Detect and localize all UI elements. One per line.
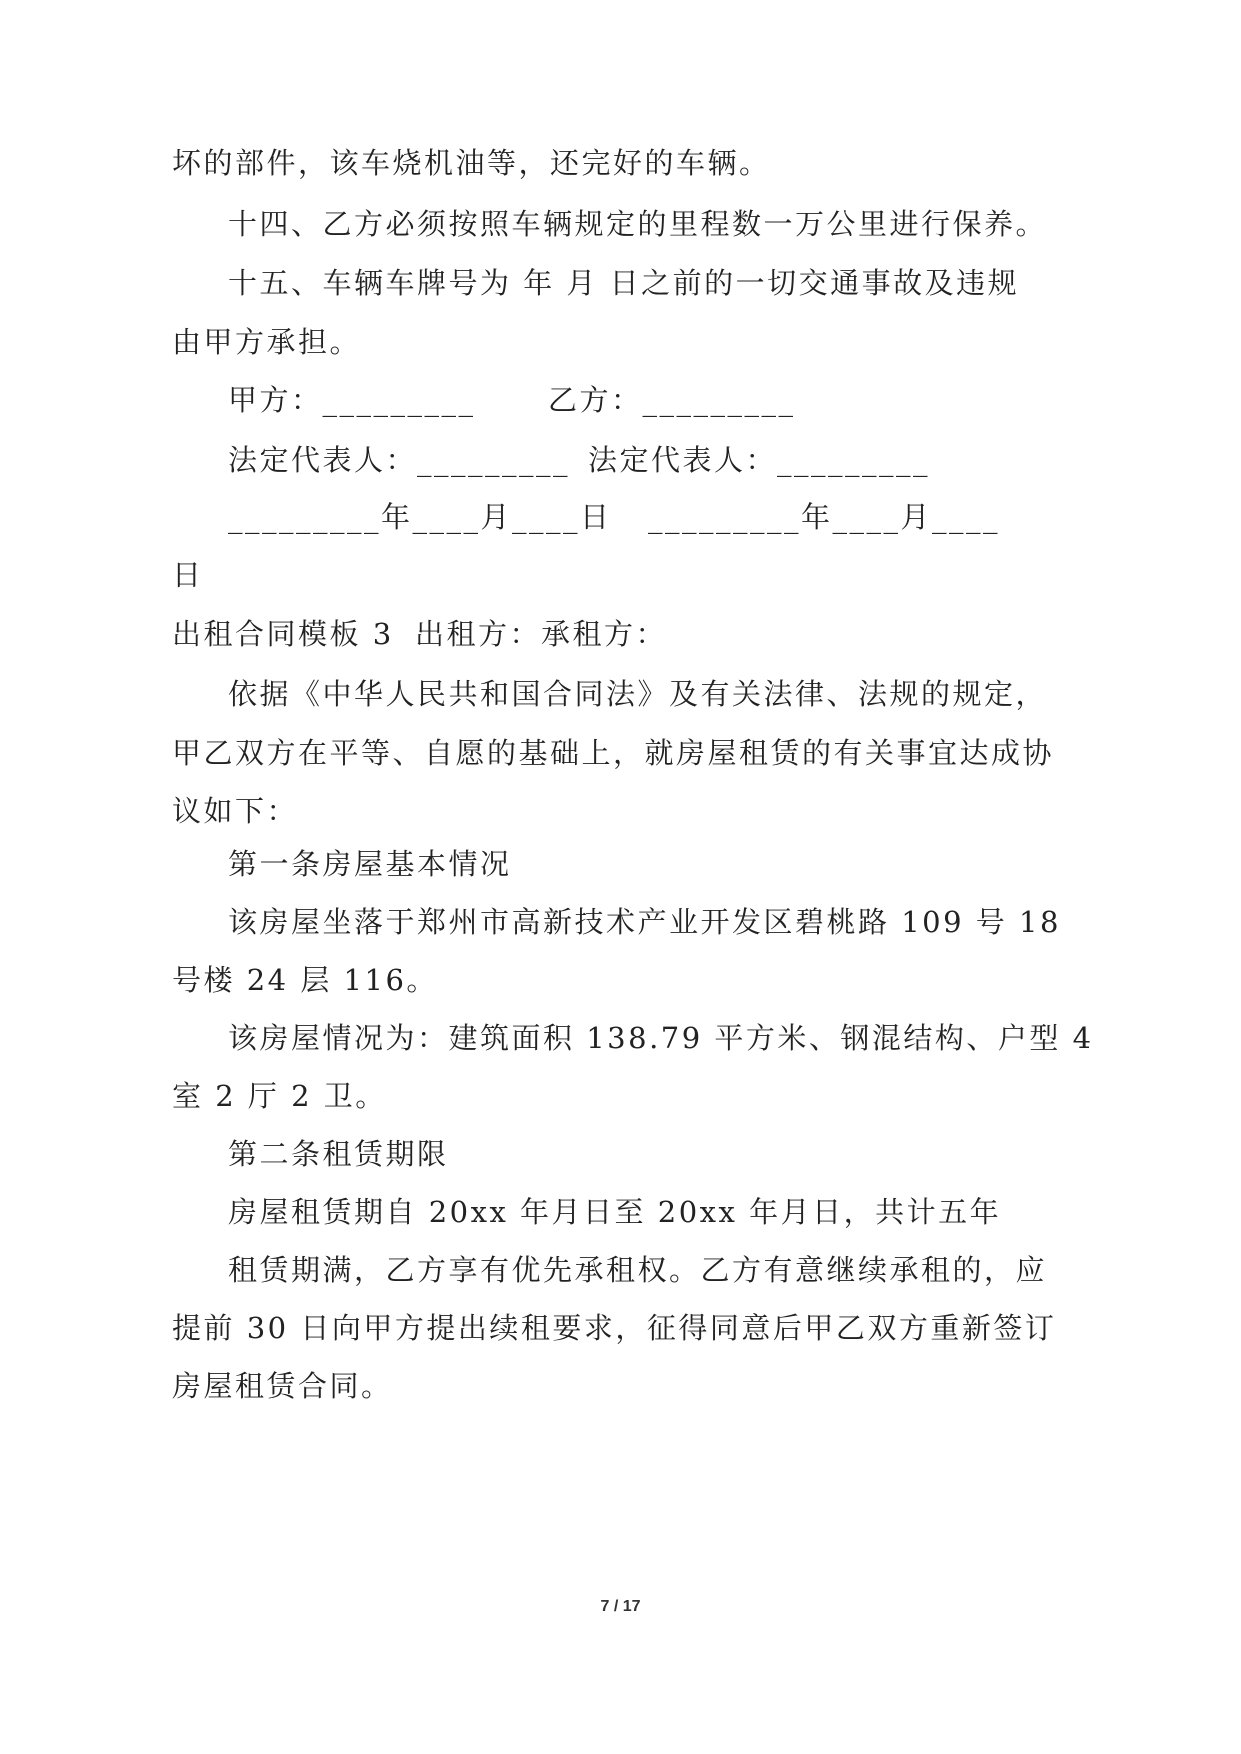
paragraph-line: 房屋租赁期自 20xx 年月日至 20xx 年月日，共计五年 xyxy=(228,1195,1002,1229)
paragraph-line: 依据《中华人民共和国合同法》及有关法律、法规的规定， xyxy=(228,677,1048,711)
article-heading: 第一条房屋基本情况 xyxy=(228,847,512,881)
paragraph-line: 议如下： xyxy=(172,794,299,828)
paragraph-line: 日 xyxy=(172,558,204,592)
signature-party-b: 乙方：_________ xyxy=(548,383,796,417)
paragraph-line: 提前 30 日向甲方提出续租要求，征得同意后甲乙双方重新签订 xyxy=(172,1311,1057,1345)
section-title: 出租合同模板 3 xyxy=(172,617,394,651)
signature-party-a: 甲方：_________ xyxy=(228,383,476,417)
paragraph-line: 租赁期满，乙方享有优先承租权。乙方有意继续承租的，应 xyxy=(228,1253,1048,1287)
paragraph-line: 由甲方承担。 xyxy=(172,325,362,359)
legal-rep-b: 法定代表人：_________ xyxy=(588,443,931,477)
paragraph-line: 该房屋情况为：建筑面积 138.79 平方米、钢混结构、户型 4 xyxy=(228,1021,1094,1055)
paragraph-line: 房屋租赁合同。 xyxy=(172,1369,393,1403)
paragraph-line: 该房屋坐落于郑州市高新技术产业开发区碧桃路 109 号 18 xyxy=(228,905,1061,939)
legal-rep-a: 法定代表人：_________ xyxy=(228,443,571,477)
date-line-b: _________年____月____ xyxy=(648,500,1001,534)
paragraph-line: 坏的部件，该车烧机油等，还完好的车辆。 xyxy=(172,146,771,180)
paragraph-line: 十四、乙方必须按照车辆规定的里程数一万公里进行保养。 xyxy=(228,207,1048,241)
date-line-a: _________年____月____日 xyxy=(228,500,612,534)
paragraph-line: 十五、车辆车牌号为 年 月 日之前的一切交通事故及违规 xyxy=(228,266,1020,300)
parties-heading: 出租方：承租方： xyxy=(415,617,668,651)
paragraph-line: 号楼 24 层 116。 xyxy=(172,963,438,997)
paragraph-line: 室 2 厅 2 卫。 xyxy=(172,1079,387,1113)
page-number: 7 / 17 xyxy=(600,1598,641,1615)
article-heading: 第二条租赁期限 xyxy=(228,1137,449,1171)
paragraph-line: 甲乙双方在平等、自愿的基础上，就房屋租赁的有关事宜达成协 xyxy=(172,736,1055,770)
